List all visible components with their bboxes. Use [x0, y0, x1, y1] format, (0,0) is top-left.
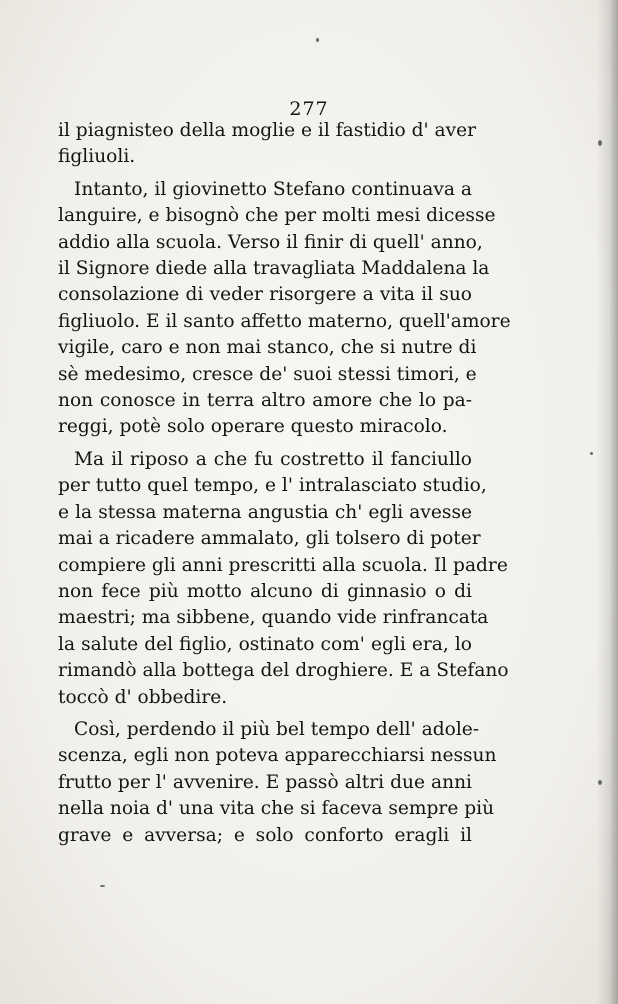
text-line: scenza, egli non poteva apparecchiarsi nessun — [58, 745, 497, 767]
scan-speck — [100, 885, 105, 887]
text-line: per tutto quel tempo, e l' intralasciato studio, — [58, 475, 487, 497]
text-line: sè medesimo, cresce de' suoi stessi timori, e — [58, 363, 477, 385]
text-line: non conosce in terra altro amore che lo pa- — [58, 390, 472, 412]
text-line: rimandò alla bottega del droghiere. E a Stefano — [58, 660, 509, 682]
text-line: figliuolo. E il santo affetto materno, quell'amore — [58, 310, 511, 332]
page-number: 277 — [289, 98, 329, 120]
text-line: maestri; ma sibbene, quando vide rinfrancata — [58, 607, 489, 629]
text-line: mai a ricadere ammalato, gli tolsero di poter — [58, 528, 481, 550]
text-line: Intanto, il giovinetto Stefano continuava a — [74, 178, 472, 200]
scan-speck — [316, 38, 319, 42]
scan-speck — [590, 452, 593, 455]
page-edge-shadow — [596, 0, 618, 1004]
text-line: languire, e bisognò che per molti mesi dicesse — [58, 205, 496, 227]
text-line: vigile, caro e non mai stanco, che si nutre di — [58, 337, 477, 359]
text-line: frutto per l' avvenire. E passò altri due anni — [58, 771, 472, 793]
text-line: il piagnisteo della moglie e il fastidio d' aver — [58, 120, 477, 141]
text-line: nella noia d' una vita che si faceva sempre più — [58, 798, 495, 820]
text-line: grave e avversa; e solo conforto eragli il — [58, 824, 472, 846]
text-line: Ma il riposo a che fu costretto il fanciullo — [74, 448, 472, 470]
text-line: reggi, potè solo operare questo miracolo. — [58, 416, 448, 438]
scan-speck — [598, 780, 602, 785]
text-line: la salute del figlio, ostinato com' egli era, lo — [58, 633, 472, 655]
text-line: il Signore diede alla travagliata Maddalena la — [58, 258, 490, 280]
scan-speck — [598, 140, 602, 146]
text-line: toccò d' obbedire. — [58, 686, 228, 708]
text-line: Così, perdendo il più bel tempo dell' adole- — [74, 718, 480, 740]
text-line: e la stessa materna angustia ch' egli avesse — [58, 501, 472, 523]
text-line: non fece più motto alcuno di ginnasio o di — [58, 580, 472, 602]
text-line: compiere gli anni prescritti alla scuola. Il padre — [58, 554, 508, 576]
text-line: consolazione di veder risorgere a vita il suo — [58, 284, 472, 306]
text-line: figliuoli. — [58, 146, 136, 168]
body-text — [58, 118, 511, 849]
text-line: addio alla scuola. Verso il finir di quell' anno, — [58, 231, 483, 253]
